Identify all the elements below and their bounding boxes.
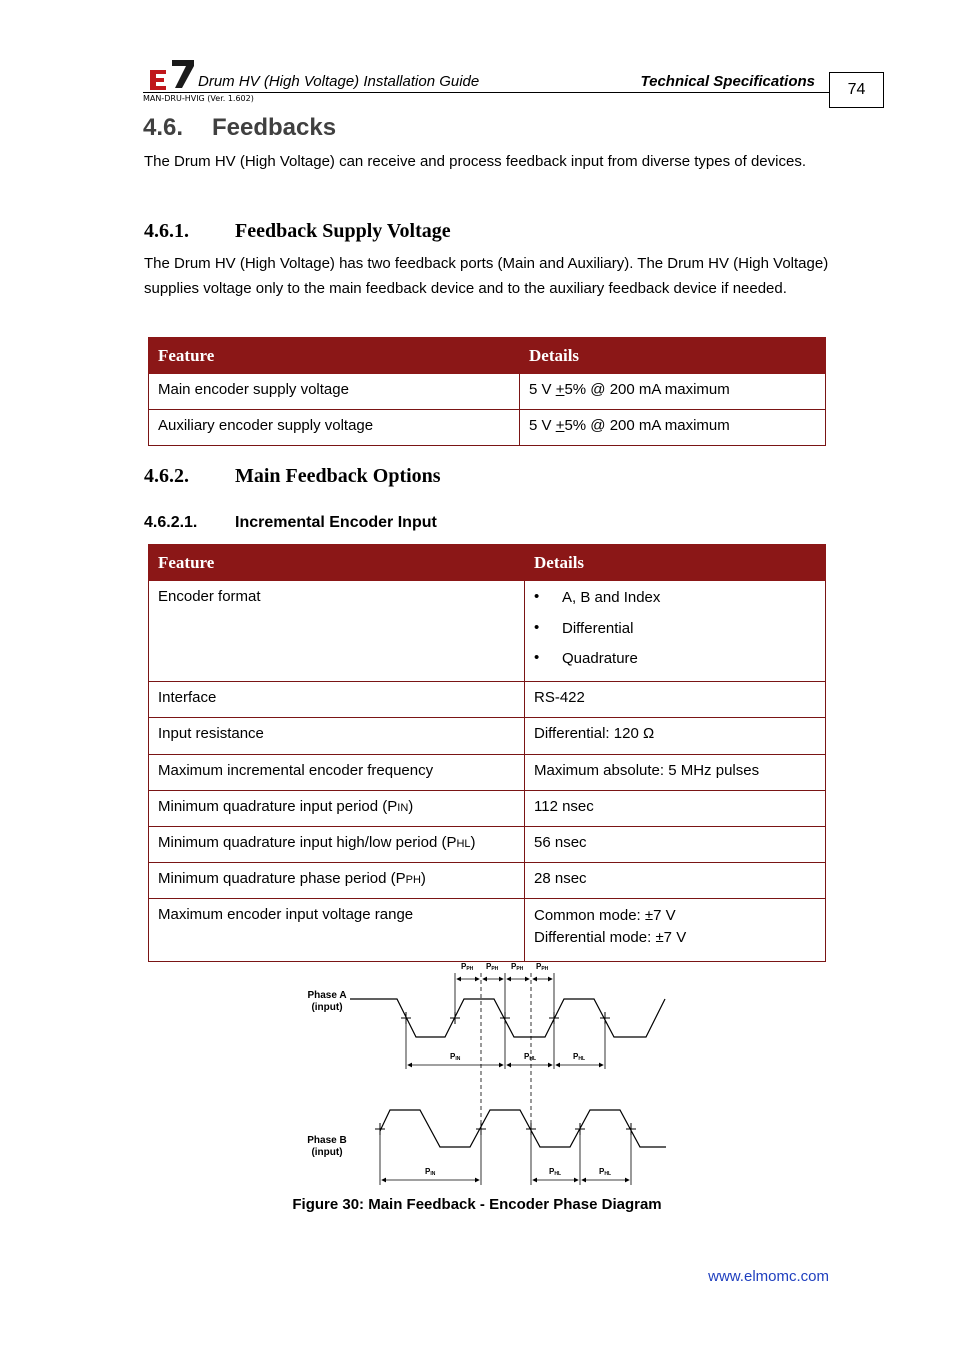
section-number: 4.6. (143, 114, 184, 141)
column-header-details: Details (525, 545, 826, 581)
phase-b-period-labels (425, 1167, 611, 1177)
pin-label: PIN (450, 1052, 461, 1062)
details-cell: 28 nsec (525, 862, 826, 898)
details-cell: 5 V +5% @ 200 mA maximum (520, 410, 826, 446)
feature-cell: Main encoder supply voltage (149, 374, 520, 410)
table-header-row (149, 338, 826, 374)
subsection-number: 4.6.1. (144, 220, 189, 242)
details-cell: 5 V +5% @ 200 mA maximum (520, 374, 826, 410)
page-number: 74 (829, 72, 884, 108)
subsubsection-heading (144, 514, 437, 532)
list-item: • A, B and Index (534, 589, 816, 620)
feature-cell: Minimum quadrature input period (PIN) (149, 790, 525, 826)
document-title: Drum HV (High Voltage) Installation Guide (198, 73, 480, 90)
subsection-heading-supply (144, 220, 451, 243)
details-cell (525, 898, 826, 961)
page-header (143, 56, 829, 103)
document-version: MAN-DRU-HVIG (Ver. 1.602) (143, 94, 254, 103)
list-item: • Quadrature (534, 650, 816, 681)
incremental-encoder-table (148, 544, 826, 962)
pph-labels (461, 962, 549, 972)
encoder-format-list (534, 581, 816, 681)
column-header-details: Details (520, 338, 826, 374)
phase-a-sublabel: (input) (311, 1002, 343, 1013)
encoder-phase-diagram (300, 955, 680, 1190)
phase-b-sublabel: (input) (311, 1147, 343, 1158)
phase-a-label: Phase A (307, 990, 347, 1001)
feature-cell: Maximum incremental encoder frequency (149, 754, 525, 790)
pph-label: PPH (486, 962, 499, 972)
section-intro: The Drum HV (High Voltage) can receive and process feedback input from diverse types of devices. (144, 153, 806, 170)
section-heading (143, 114, 336, 142)
feature-cell: Interface (149, 681, 525, 717)
subsection-number: 4.6.2. (144, 465, 189, 487)
table-row (149, 754, 826, 790)
column-header-feature: Feature (149, 545, 525, 581)
subsection-title: Main Feedback Options (235, 465, 441, 487)
details-cell: Maximum absolute: 5 MHz pulses (525, 754, 826, 790)
table-row (149, 717, 826, 754)
phase-a-period-labels (450, 1052, 585, 1062)
section-title: Feedbacks (212, 114, 337, 141)
feature-cell: Maximum encoder input voltage range (149, 898, 525, 961)
phl-label: PHL (524, 1052, 537, 1062)
header-rule (143, 92, 829, 93)
table-header-row (149, 545, 826, 581)
phase-b-label: Phase B (307, 1135, 347, 1146)
table-row (149, 581, 826, 682)
subsubsection-number: 4.6.2.1. (144, 514, 198, 531)
header-section-title: Technical Specifications (640, 73, 815, 90)
phl-label: PHL (599, 1167, 612, 1177)
details-cell: 112 nsec (525, 790, 826, 826)
table-row (149, 681, 826, 717)
reference-lines (380, 973, 631, 1185)
list-item: • Differential (534, 620, 816, 651)
elmo-logo-icon (148, 58, 194, 90)
table-row (149, 410, 826, 446)
supply-voltage-table (148, 337, 826, 446)
table-row (149, 826, 826, 862)
phase-b-waveform (380, 1110, 666, 1147)
supply-intro: The Drum HV (High Voltage) has two feedback ports (Main and Auxiliary). The Drum HV (High Voltage) supplies voltage only to the main feedback device and to the auxiliary feedback device if needed. (144, 255, 829, 297)
feature-cell: Input resistance (149, 717, 525, 754)
figure-caption: Figure 30: Main Feedback - Encoder Phase Diagram (292, 1196, 662, 1213)
details-cell: RS-422 (525, 681, 826, 717)
column-header-feature: Feature (149, 338, 520, 374)
crossing-ticks (375, 1012, 636, 1135)
subsection-title: Feedback Supply Voltage (235, 220, 451, 242)
website-link[interactable]: www.elmomc.com (708, 1268, 829, 1285)
details-cell (525, 581, 826, 682)
feature-cell: Minimum quadrature phase period (PPH) (149, 862, 525, 898)
details-cell: Differential: 120 Ω (525, 717, 826, 754)
common-mode-value: Common mode: ±7 V (534, 906, 676, 924)
pph-label: PPH (536, 962, 549, 972)
table-row (149, 374, 826, 410)
pph-label: PPH (511, 962, 524, 972)
table-row (149, 790, 826, 826)
phl-label: PHL (573, 1052, 586, 1062)
table-row (149, 862, 826, 898)
feature-cell: Auxiliary encoder supply voltage (149, 410, 520, 446)
details-cell: 56 nsec (525, 826, 826, 862)
phl-label: PHL (549, 1167, 562, 1177)
table-row (149, 898, 826, 961)
subsubsection-title: Incremental Encoder Input (235, 514, 437, 531)
pin-label: PIN (425, 1167, 436, 1177)
feature-cell: Encoder format (149, 581, 525, 682)
differential-mode-value: Differential mode: ±7 V (534, 928, 687, 946)
subsection-heading-main (144, 465, 441, 488)
pph-label: PPH (461, 962, 474, 972)
feature-cell: Minimum quadrature input high/low period (PHL) (149, 826, 525, 862)
